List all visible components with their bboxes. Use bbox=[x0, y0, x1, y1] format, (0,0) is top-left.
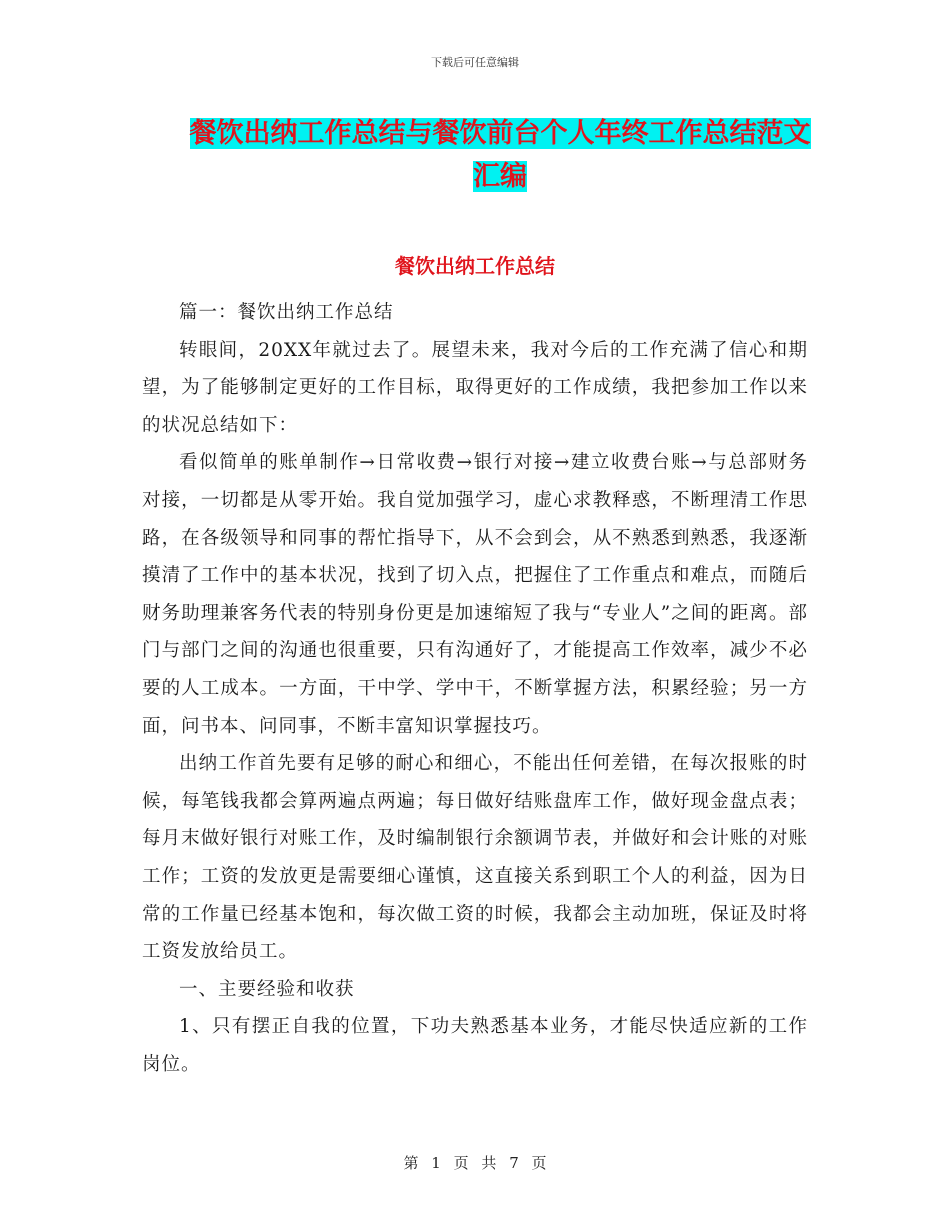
total-label: 共 bbox=[481, 1154, 497, 1172]
paragraph-intro: 转眼间，20XX年就过去了。展望未来，我对今后的工作充满了信心和期望，为了能够制定更好的工作目标，取得更好的工作成绩，我把参加工作以来的状况总结如下： bbox=[142, 339, 808, 436]
paragraph-chapter-heading: 篇一：餐饮出纳工作总结 bbox=[179, 302, 394, 323]
page-unit: 页 bbox=[453, 1154, 469, 1172]
document-title-line-2: 汇编 bbox=[473, 161, 527, 192]
page-header-note: 下载后可任意编辑 bbox=[431, 56, 519, 69]
total-unit: 页 bbox=[531, 1154, 547, 1172]
document-body bbox=[142, 294, 808, 1083]
page-label: 第 bbox=[403, 1154, 419, 1172]
document-title bbox=[150, 112, 850, 198]
total-pages: 7 bbox=[509, 1154, 519, 1172]
paragraph-item-1: 1、只有摆正自我的位置，下功夫熟悉基本业务，才能尽快适应新的工作岗位。 bbox=[142, 1016, 808, 1075]
section-title: 餐饮出纳工作总结 bbox=[395, 254, 555, 278]
page-number: 1 bbox=[431, 1154, 441, 1172]
paragraph-cashier-duties: 出纳工作首先要有足够的耐心和细心，不能出任何差错，在每次报账的时候，每笔钱我都会算两遍点两遍；每日做好结账盘库工作，做好现金盘点表；每月末做好银行对账工作，及时编制银行余额调节表，并做好和会计账的对账工作；工资的发放更是需要细心谨慎，这直接关系到职工个人的利益，因为日常的工作量已经基本饱和，每次做工资的时候，我都会主动加班，保证及时将工资发放给员工。 bbox=[142, 753, 808, 963]
document-title-line-1: 餐饮出纳工作总结与餐饮前台个人年终工作总结范文 bbox=[189, 118, 811, 149]
paragraph-workflow: 看似简单的账单制作→日常收费→银行对接→建立收费台账→与总部财务对接，一切都是从零开始。我自觉加强学习，虚心求教释惑，不断理清工作思路，在各级领导和同事的帮忙指导下，从不会到会，从不熟悉到熟悉，我逐渐摸清了工作中的基本状况，找到了切入点，把握住了工作重点和难点，而随后财务助理兼客务代表的特别身份更是加速缩短了我与“专业人”之间的距离。部门与部门之间的沟通也很重要，只有沟通好了，才能提高工作效率，减少不必要的人工成本。一方面，干中学、学中干，不断掌握方法，积累经验；另一方面，问书本、问同事，不断丰富知识掌握技巧。 bbox=[142, 452, 808, 737]
paragraph-section-heading: 一、主要经验和收获 bbox=[179, 978, 355, 1000]
page-footer bbox=[0, 1152, 950, 1173]
